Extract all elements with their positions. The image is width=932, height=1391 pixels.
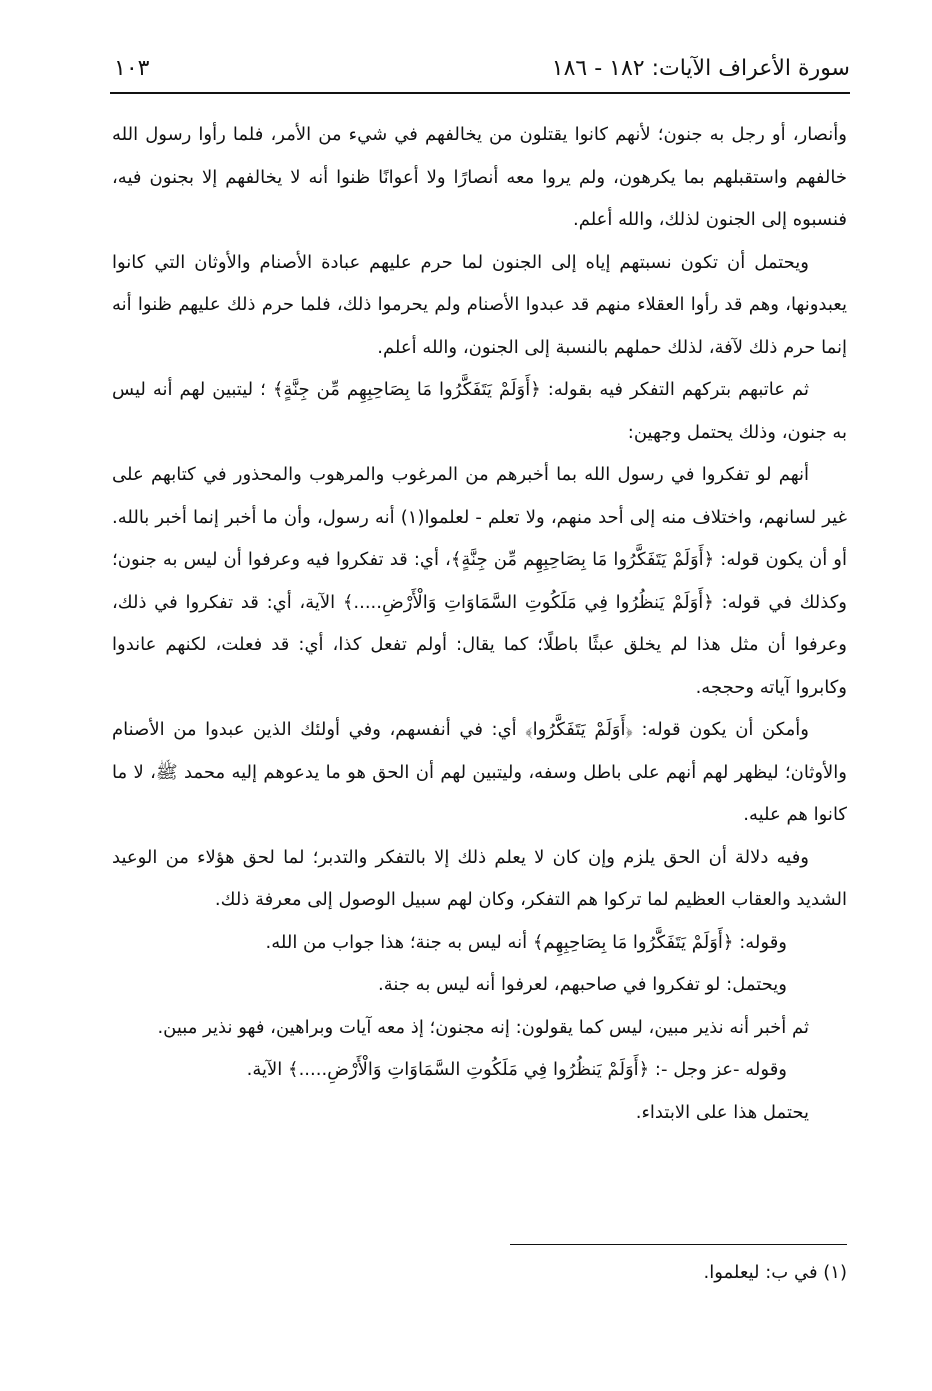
paragraph: ويحتمل أن تكون نسبتهم إياه إلى الجنون لما حرم عليهم عبادة الأصنام والأوثان التي كانوا يعبدونها، وهم قد رأوا العقلاء منهم قد عبدوا الأصنام ولم يحرموا ذلك، فلما حرم ذلك عليهم ظنوا أنه إنما حرم ذلك لآفة، لذلك حملهم بالنسبة إلى الجنون، والله أعلم. [112,251,847,358]
body-text [112,114,847,1134]
paragraph: أنهم لو تفكروا في رسول الله بما أخبرهم من المرغوب والمرهوب والمحذور في كتابهم على غير لسانهم، واختلاف منه إلى أحد منهم، ولا تعلم - لعلموا(١) أنه رسول، وأن ما أخبر إنما أخبر بالله. أو أن يكون قوله: ﴿أَوَلَمْ يَتَفَكَّرُوا مَا بِصَاحِبِهِم مِّن جِنَّةٍ﴾، أي: قد تفكروا فيه وعرفوا أن ليس به جنون؛ وكذلك في قوله: ﴿أَوَلَمْ يَنظُرُوا فِي مَلَكُوتِ السَّمَاوَاتِ وَالْأَرْضِ.....﴾ الآية، أي: قد تفكروا في ذلك، وعرفوا أن مثل هذا لم يخلق عبثًا باطلًا؛ كما يقال: أولم تفعل كذا، أي: قد فعلت، لكنهم عاندوا وكابروا آياته وحججه. [112,464,848,698]
paragraph: وأنصار، أو رجل به جنون؛ لأنهم كانوا يقتلون من يخالفهم في شيء من الأمر، فلما رأوا رسول الله خالفهم واستقبلهم بما يكرهون، ولم يروا معه أنصارًا ولا أعوانًا ظنوا أنه لا يخالفهم إلا بجنون فيه، فنسبوه إلى الجنون لذلك، والله أعلم. [112,124,847,230]
paragraph: ثم عاتبهم بتركهم التفكر فيه بقوله: ﴿أَوَلَمْ يَتَفَكَّرُوا مَا بِصَاحِبِهِم مِّن جِنَّةٍ﴾ ؛ ليتبين لهم أنه ليس به جنون، وذلك يحتمل وجهين: [112,379,847,443]
footnote-divider [510,1244,847,1245]
paragraph: يحتمل هذا على الابتداء. [635,1101,809,1123]
paragraph: وقوله: ﴿أَوَلَمْ يَتَفَكَّرُوا مَا بِصَاحِبِهِم﴾ أنه ليس به جنة؛ هذا جواب من الله. [265,931,787,953]
page-number: ١٠٣ [114,56,150,81]
paragraph: وفيه دلالة أن الحق يلزم وإن كان لا يعلم ذلك إلا بالتفكر والتدبر؛ لما لحق هؤلاء من الوعيد الشديد والعقاب العظيم لما تركوا هم التفكر، وكان لهم سبيل الوصول إلى معرفة ذلك. [112,846,847,910]
paragraph: وقوله -عز وجل -: ﴿أَوَلَمْ يَنظُرُوا فِي مَلَكُوتِ السَّمَاوَاتِ وَالْأَرْضِ.....﴾ الآية. [246,1059,787,1080]
paragraph: ثم أخبر أنه نذير مبين، ليس كما يقولون: إنه مجنون؛ إذ معه آيات وبراهين، فهو نذير مبين. [157,1016,809,1038]
paragraph: وأمكن أن يكون قوله: ﴿أَوَلَمْ يَتَفَكَّرُوا﴾ أي: في أنفسهم، وفي أولئك الذين عبدوا من الأصنام والأوثان؛ ليظهر لهم أنهم على باطل وسفه، وليتبين لهم أن الحق هو ما يدعوهم إليه محمد ﷺ، لا ما كانوا هم عليه. [112,719,847,825]
paragraph: ويحتمل: لو تفكروا في صاحبهم، لعرفوا أنه ليس به جنة. [378,974,787,995]
surah-title: سورة الأعراف الآيات: ١٨٢ - ١٨٦ [551,56,850,81]
footnote: (١) في ب: ليعلموا. [703,1262,847,1283]
page-header [110,52,850,94]
